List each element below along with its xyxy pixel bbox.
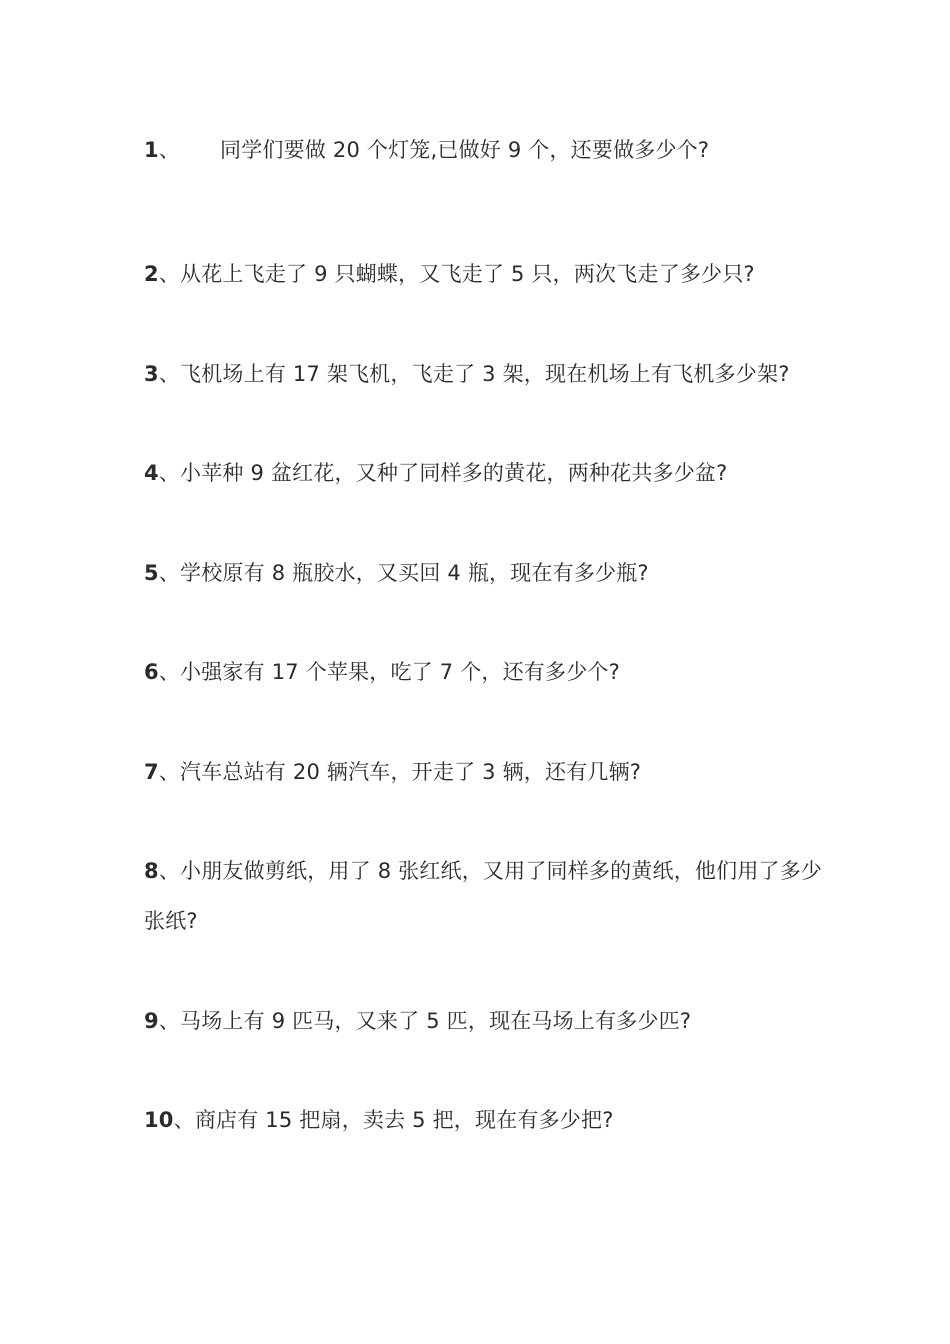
question-separator: 、	[158, 461, 181, 485]
question-text: 马场上有 9 匹马，又来了 5 匹，现在马场上有多少匹?	[180, 1009, 692, 1033]
question-separator: 、	[158, 561, 181, 585]
question-number: 3	[144, 362, 159, 386]
question-number: 7	[144, 760, 159, 784]
question-2	[144, 249, 824, 299]
question-text: 飞机场上有 17 架飞机，飞走了 3 架，现在机场上有飞机多少架?	[180, 362, 790, 386]
question-number: 9	[144, 1009, 159, 1033]
question-separator: 、	[158, 859, 181, 883]
question-10	[144, 1095, 824, 1145]
question-8	[144, 846, 824, 946]
question-text: 同学们要做 20 个灯笼,已做好 9 个，还要做多少个?	[220, 138, 710, 162]
question-separator: 、	[173, 1108, 195, 1132]
question-text: 小强家有 17 个苹果，吃了 7 个，还有多少个?	[180, 660, 620, 684]
question-number: 10	[144, 1108, 174, 1132]
question-text: 从花上飞走了 9 只蝴蝶，又飞走了 5 只，两次飞走了多少只?	[180, 262, 755, 286]
question-number: 8	[144, 859, 159, 883]
question-text: 商店有 15 把扇，卖去 5 把，现在有多少把?	[194, 1108, 614, 1132]
question-text: 小朋友做剪纸，用了 8 张红纸，又用了同样多的黄纸，他们用了多少张纸?	[144, 859, 823, 933]
question-number: 1	[144, 138, 159, 162]
question-separator: 、	[158, 262, 181, 286]
question-number: 2	[144, 262, 159, 286]
question-number: 6	[144, 660, 159, 684]
question-text: 汽车总站有 20 辆汽车，开走了 3 辆，还有几辆?	[180, 760, 642, 784]
question-4	[144, 448, 824, 498]
question-7	[144, 747, 824, 797]
question-5	[144, 548, 824, 598]
question-9	[144, 996, 824, 1046]
question-separator: 、	[158, 1009, 181, 1033]
question-separator: 、	[158, 660, 181, 684]
question-separator: 、	[158, 362, 181, 386]
question-separator: 、	[158, 138, 181, 162]
question-separator: 、	[158, 760, 181, 784]
question-number: 5	[144, 561, 159, 585]
question-text: 小苹种 9 盆红花，又种了同样多的黄花，两种花共多少盆?	[180, 461, 728, 485]
question-1	[144, 125, 824, 175]
question-6	[144, 647, 824, 697]
question-3	[144, 349, 824, 399]
question-text: 学校原有 8 瓶胶水，又买回 4 瓶，现在有多少瓶?	[180, 561, 649, 585]
question-number: 4	[144, 461, 159, 485]
